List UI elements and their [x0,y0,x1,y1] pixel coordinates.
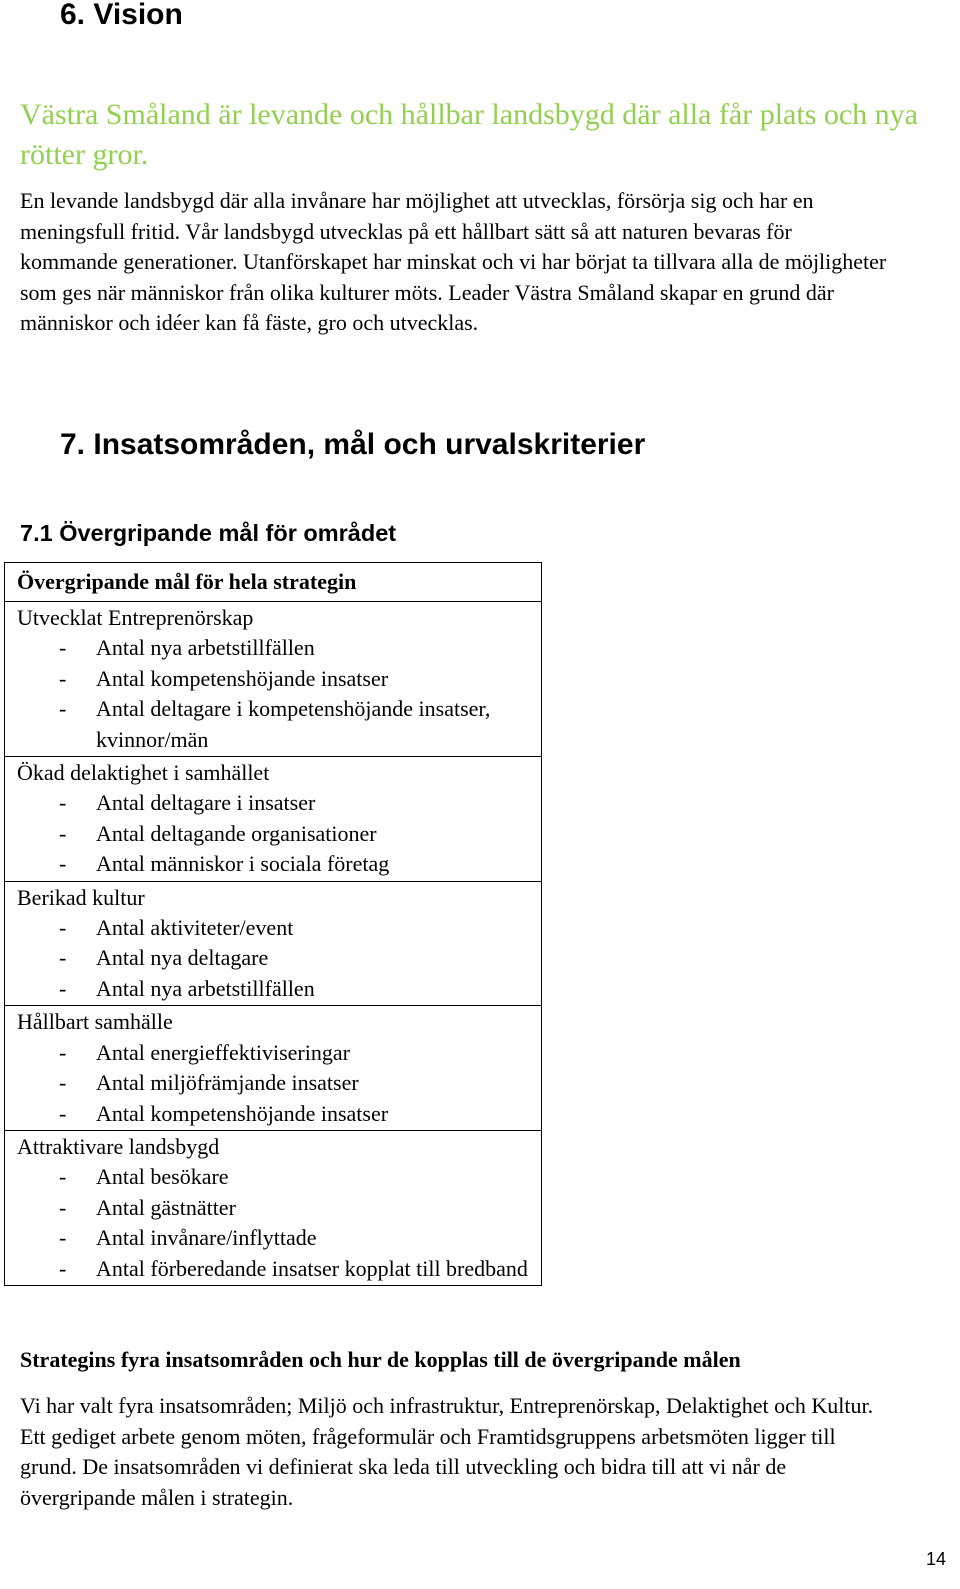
indicator-text: Antal nya deltagare [96,945,269,971]
indicator-list [17,913,535,1004]
goal-cell [5,1130,542,1285]
goals-table-header-row [5,563,542,602]
indicator-item: - Antal nya arbetstillfällen [59,635,315,661]
vision-heading: 6. Vision [60,0,183,31]
goal-row [5,1006,542,1131]
indicator-item: - Antal människor i sociala företag [59,851,390,877]
indicator-text: Antal invånare/inflyttade [96,1225,317,1251]
goal-row [5,757,542,882]
indicator-list [17,633,535,755]
indicator-text: Antal förberedande insatser kopplat till bredband [96,1255,528,1281]
indicator-text: Antal deltagare i kompetenshöjande insatser, kvinnor/män [96,696,491,752]
goals-table-header: Övergripande mål för hela strategin [5,563,542,602]
goal-row [5,602,542,757]
indicator-item: - Antal invånare/inflyttade [59,1225,317,1251]
goal-cell [5,881,542,1006]
indicator-item: - Antal besökare [59,1164,229,1190]
indicator-text: Antal kompetenshöjande insatser [96,1100,389,1126]
page-number: 14 [925,1549,946,1569]
indicator-item: - Antal nya deltagare [59,945,269,971]
indicator-item: - Antal deltagare i insatser [59,790,316,816]
indicator-text: Antal miljöfrämjande insatser [96,1070,359,1096]
indicator-item: - Antal deltagande organisationer [59,820,377,846]
goal-row [5,881,542,1006]
goal-row [5,1130,542,1285]
goal-title: Attraktivare landsbygd [17,1133,220,1159]
indicator-text: Antal gästnätter [96,1194,236,1220]
indicator-text: Antal nya arbetstillfällen [96,975,315,1001]
indicator-text: Antal nya arbetstillfällen [96,635,315,661]
goal-title: Ökad delaktighet i samhället [17,760,270,786]
goal-cell [5,757,542,882]
indicator-text: Antal besökare [96,1164,229,1190]
indicator-item: - Antal deltagare i kompetenshöjande insatser, kvinnor/män [59,696,491,752]
goal-cell [5,602,542,757]
goal-title: Hållbart samhälle [17,1009,173,1035]
indicator-item: - Antal kompetenshöjande insatser [59,665,389,691]
indicator-list [17,788,535,879]
insats-heading: 7. Insatsområden, mål och urvalskriterier [60,428,646,461]
indicator-text: Antal energieffektiviseringar [96,1039,350,1065]
strategy-paragraph: Vi har valt fyra insatsområden; Miljö och infrastruktur, Entreprenörskap, Delaktighet och Kultur. Ett gediget arbete genom möten, frågeformulär och Framtidsgruppens arbetsmöten ligger till grund. De insatsområden vi definierat ska leda till utveckling och bidra till att vi når de övergripande målen i strategin. [20,1393,874,1510]
vision-paragraph: En levande landsbygd där alla invånare har möjlighet att utvecklas, försörja sig och har en meningsfull fritid. Vår landsbygd utvecklas på ett hållbart sätt så att naturen bevaras för kommande generationer. Utanförskapet har minskat och vi har börjat ta tillvara alla de möjligheter som ges när människor från olika kulturer möts. Leader Västra Småland skapar en grund där människor och idéer kan få fäste, gro och utvecklas. [20,188,887,336]
vision-lead: Västra Småland är levande och hållbar landsbygd där alla får plats och nya rötter gror. [20,98,918,171]
goal-title: Utvecklat Entreprenörskap [17,605,254,630]
indicator-item: - Antal nya arbetstillfällen [59,975,315,1001]
goals-table [4,562,542,1286]
indicator-list [17,1162,535,1284]
indicator-text: Antal människor i sociala företag [96,851,390,877]
indicator-item: - Antal förberedande insatser kopplat till bredband [59,1255,528,1281]
overall-goals-subheading: 7.1 Övergripande mål för området [20,520,397,546]
indicator-item: - Antal aktiviteter/event [59,915,294,941]
indicator-text: Antal deltagande organisationer [96,820,377,846]
indicator-list [17,1038,535,1129]
indicator-item: - Antal kompetenshöjande insatser [59,1100,389,1126]
goal-cell [5,1006,542,1131]
indicator-text: Antal aktiviteter/event [96,915,294,941]
indicator-text: Antal kompetenshöjande insatser [96,665,389,691]
indicator-text: Antal deltagare i insatser [96,790,316,816]
indicator-item: - Antal gästnätter [59,1194,236,1220]
goal-title: Berikad kultur [17,884,145,910]
indicator-item: - Antal miljöfrämjande insatser [59,1070,359,1096]
strategy-heading: Strategins fyra insatsområden och hur de kopplas till de övergripande målen [20,1347,741,1372]
indicator-item: - Antal energieffektiviseringar [59,1039,350,1065]
